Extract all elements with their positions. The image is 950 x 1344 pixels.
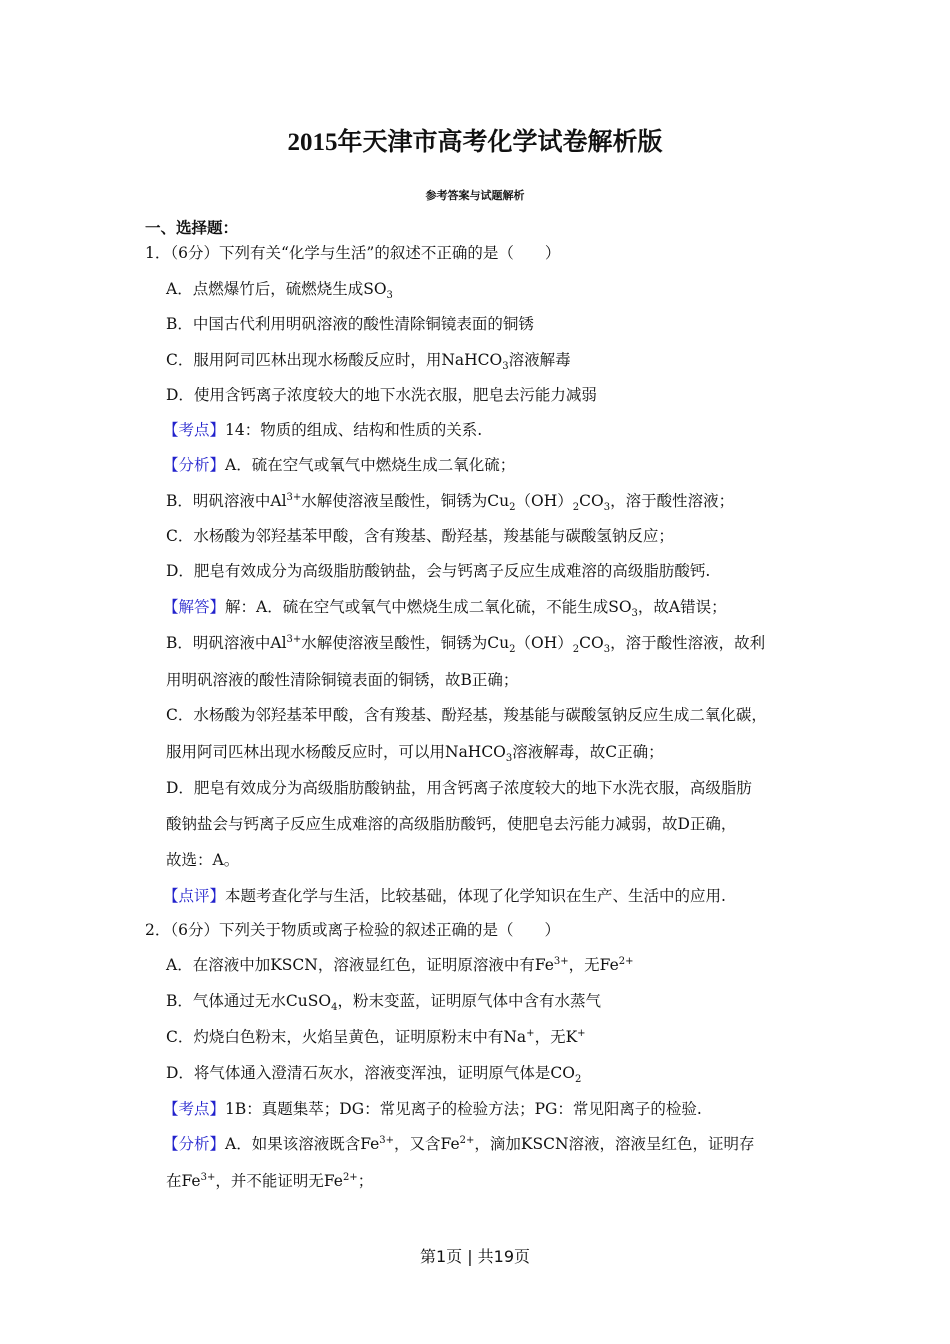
text-line bbox=[166, 314, 534, 334]
subscript: 2 bbox=[572, 502, 580, 514]
text-line bbox=[166, 991, 601, 1014]
text-line bbox=[166, 778, 752, 798]
text-line bbox=[166, 1063, 582, 1086]
text-segment: B．气体通过无水CuSO bbox=[166, 992, 332, 1010]
text-segment: 服用阿司匹林出现水杨酸反应时，可以用NaHCO bbox=[166, 743, 506, 761]
text-segment: C．水杨酸为邻羟基苯甲酸，含有羧基、酚羟基，羧基能与碳酸氢钠反应； bbox=[166, 527, 674, 545]
subscript: 4 bbox=[331, 1002, 338, 1014]
text-segment: B．明矾溶液中Al bbox=[166, 634, 287, 652]
text-line bbox=[163, 597, 727, 620]
text-segment: ，滴加KSCN溶液，溶液呈红色，证明存 bbox=[474, 1135, 755, 1153]
text-line bbox=[163, 1134, 755, 1154]
text-line bbox=[166, 1027, 586, 1047]
text-segment: A．在溶液中加KSCN，溶液显红色，证明原溶液中有Fe bbox=[166, 956, 554, 974]
text-segment: 14：物质的组成、结构和性质的关系. bbox=[225, 421, 483, 439]
text-segment: 水解使溶液呈酸性，铜锈为Cu bbox=[301, 492, 510, 510]
text-segment: CO bbox=[579, 634, 604, 652]
page-footer: 第1页 | 共19页 bbox=[419, 1247, 531, 1266]
text-segment: 溶液解毒 bbox=[508, 351, 571, 369]
supscript: 2+ bbox=[459, 1134, 475, 1146]
text-segment: 用明矾溶液的酸性清除铜镜表面的铜锈，故B正确； bbox=[166, 671, 519, 689]
supscript: 2+ bbox=[618, 955, 634, 967]
text-line bbox=[166, 561, 710, 581]
section-tag: 【点评】 bbox=[163, 887, 226, 905]
text-segment: 解：A．硫在空气或氧气中燃烧生成二氧化硫，不能生成SO bbox=[225, 598, 632, 616]
text-segment: 故选：A。 bbox=[166, 851, 240, 869]
supscript: 3+ bbox=[200, 1171, 216, 1183]
text-line bbox=[166, 814, 736, 834]
text-line bbox=[166, 850, 239, 870]
text-segment: （OH） bbox=[515, 634, 573, 652]
text-segment: D．将气体通入澄清石灰水，溶液变浑浊，证明原气体是CO bbox=[166, 1064, 575, 1082]
text-segment: ，无K bbox=[534, 1028, 578, 1046]
subscript: 2 bbox=[509, 502, 516, 514]
text-segment: ，溶于酸性溶液； bbox=[610, 492, 735, 510]
page-subtitle: 参考答案与试题解析 bbox=[425, 189, 525, 202]
question-line bbox=[145, 920, 560, 940]
section-tag: 【分析】 bbox=[163, 1135, 226, 1153]
supscript: 3+ bbox=[286, 491, 302, 503]
subscript: 3 bbox=[603, 644, 611, 656]
text-line bbox=[166, 491, 735, 514]
text-line bbox=[163, 886, 726, 906]
text-segment: 溶液解毒，故C正确； bbox=[512, 743, 664, 761]
supscript: 3+ bbox=[553, 955, 569, 967]
supscript: 2+ bbox=[342, 1171, 358, 1183]
text-segment: ，无Fe bbox=[568, 956, 619, 974]
subscript: 3 bbox=[386, 290, 393, 302]
text-line bbox=[166, 955, 634, 975]
subscript: 2 bbox=[575, 1074, 582, 1086]
text-segment: 1B：真题集萃；DG：常见离子的检验方法；PG：常见阳离子的检验. bbox=[225, 1100, 702, 1118]
section-heading: 一、选择题： bbox=[145, 218, 239, 237]
text-segment: D．肥皂有效成分为高级脂肪酸钠盐，会与钙离子反应生成难溶的高级脂肪酸钙. bbox=[166, 562, 711, 580]
text-segment: D．肥皂有效成分为高级脂肪酸钠盐，用含钙离子浓度较大的地下水洗衣服，高级脂肪 bbox=[166, 779, 752, 797]
text-segment: C．水杨酸为邻羟基苯甲酸，含有羧基、酚羟基，羧基能与碳酸氢钠反应生成二氧化碳， bbox=[166, 706, 767, 724]
text-line bbox=[166, 526, 674, 546]
text-segment: ，并不能证明无Fe bbox=[215, 1172, 343, 1190]
section-tag: 【考点】 bbox=[163, 1100, 226, 1118]
section-tag: 【考点】 bbox=[163, 421, 226, 439]
supscript: + bbox=[526, 1027, 535, 1039]
text-segment: ； bbox=[357, 1172, 374, 1190]
text-segment: ，故A错误； bbox=[637, 598, 727, 616]
text-segment: （OH） bbox=[515, 492, 573, 510]
text-segment: A．点燃爆竹后，硫燃烧生成SO bbox=[166, 280, 387, 298]
text-line bbox=[166, 385, 597, 405]
text-segment: B．中国古代利用明矾溶液的酸性清除铜镜表面的铜锈 bbox=[166, 315, 534, 333]
text-segment: C．灼烧白色粉末，火焰呈黄色，证明原粉末中有Na bbox=[166, 1028, 527, 1046]
text-line bbox=[166, 742, 664, 765]
text-segment: 2．（6分）下列关于物质或离子检验的叙述正确的是（ ） bbox=[145, 921, 560, 939]
text-segment: ，又含Fe bbox=[394, 1135, 460, 1153]
subscript: 2 bbox=[509, 644, 516, 656]
supscript: 3+ bbox=[379, 1134, 395, 1146]
section-tag: 【分析】 bbox=[163, 456, 226, 474]
text-line bbox=[166, 633, 766, 656]
text-line bbox=[166, 279, 393, 302]
text-segment: D．使用含钙离子浓度较大的地下水洗衣服，肥皂去污能力减弱 bbox=[166, 386, 597, 404]
text-line bbox=[163, 1099, 702, 1119]
subscript: 2 bbox=[572, 644, 580, 656]
text-line bbox=[166, 670, 518, 690]
supscript: + bbox=[577, 1027, 586, 1039]
text-segment: A．硫在空气或氧气中燃烧生成二氧化硫； bbox=[225, 456, 516, 474]
text-line bbox=[166, 1171, 373, 1191]
text-segment: B．明矾溶液中Al bbox=[166, 492, 287, 510]
text-segment: ，溶于酸性溶液，故利 bbox=[610, 634, 766, 652]
text-segment: 酸钠盐会与钙离子反应生成难溶的高级脂肪酸钙，使肥皂去污能力减弱，故D正确， bbox=[166, 815, 737, 833]
subscript: 3 bbox=[502, 361, 509, 373]
text-line bbox=[166, 705, 767, 725]
text-segment: 1．（6分）下列有关“化学与生活”的叙述不正确的是（ ） bbox=[145, 244, 561, 262]
text-segment: ，粉末变蓝，证明原气体中含有水蒸气 bbox=[337, 992, 601, 1010]
text-line bbox=[166, 350, 571, 373]
subscript: 3 bbox=[505, 753, 513, 765]
section-tag: 【解答】 bbox=[163, 598, 226, 616]
question-line bbox=[145, 243, 560, 263]
text-segment: CO bbox=[579, 492, 604, 510]
text-segment: 在Fe bbox=[166, 1172, 201, 1190]
supscript: 3+ bbox=[286, 633, 302, 645]
subscript: 3 bbox=[631, 608, 638, 620]
page-title: 2015年天津市高考化学试卷解析版 bbox=[287, 129, 663, 156]
text-segment: 水解使溶液呈酸性，铜锈为Cu bbox=[301, 634, 510, 652]
text-segment: C．服用阿司匹林出现水杨酸反应时，用NaHCO bbox=[166, 351, 503, 369]
text-segment: 本题考查化学与生活，比较基础，体现了化学知识在生产、生活中的应用. bbox=[225, 887, 726, 905]
text-line bbox=[163, 455, 515, 475]
subscript: 3 bbox=[603, 502, 611, 514]
text-line bbox=[163, 420, 482, 440]
text-segment: A．如果该溶液既含Fe bbox=[225, 1135, 380, 1153]
